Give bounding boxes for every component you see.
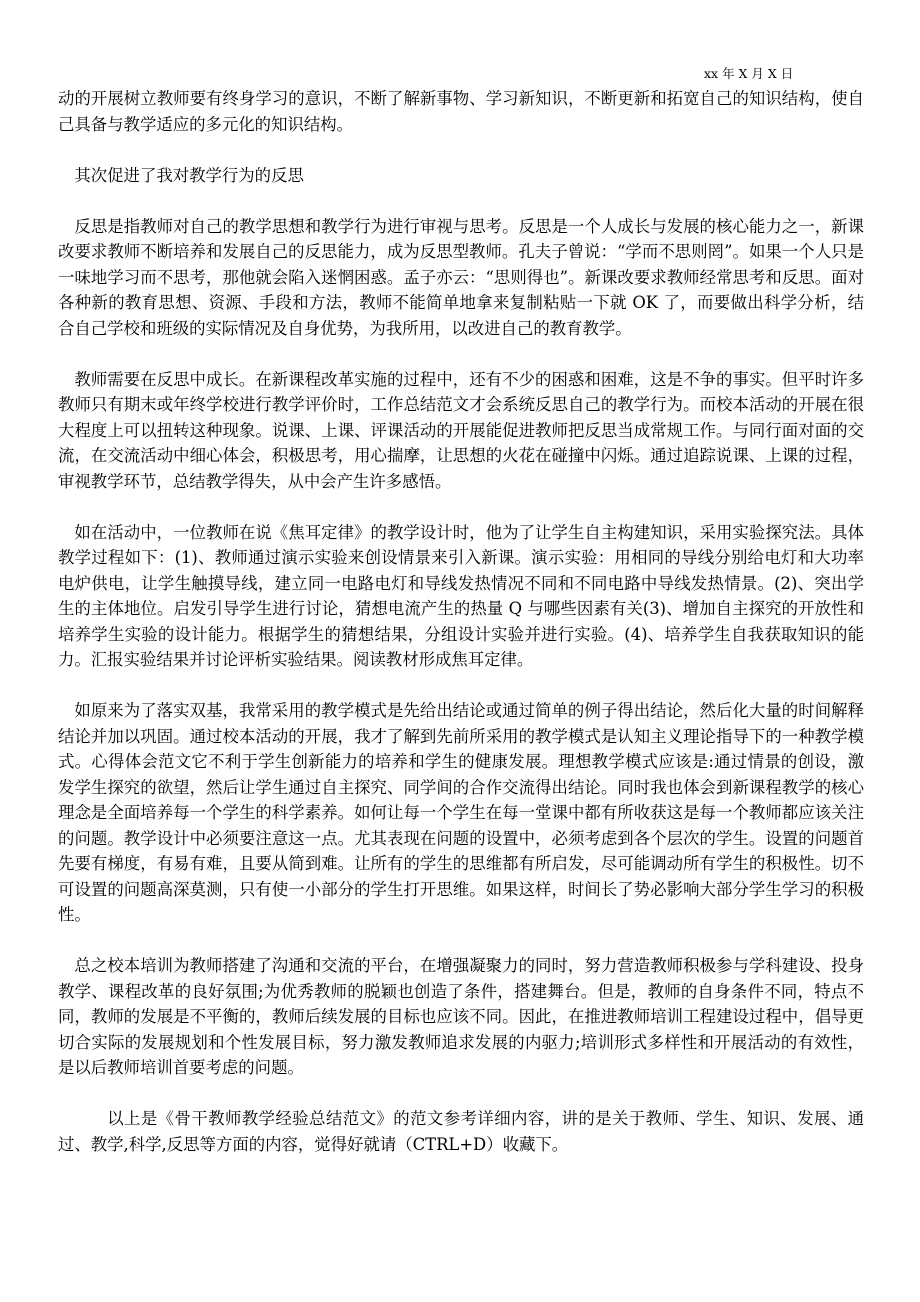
paragraph: 反思是指教师对自己的教学思想和教学行为进行审视与思考。反思是一个人成长与发展的核心能力之一，新课改要求教师不断培养和发展自己的反思能力，成为反思型教师。孔夫子曾说：“学而不思则罔”。如果一个人只是一味地学习而不思考，那他就会陷入迷惘困惑。孟子亦云：“思则得也”。新课改要求教师经常思考和反思。面对各种新的教育思想、资源、手段和方法，教师不能简单地拿来复制粘贴一下就 OK 了，而要做出科学分析，结合自己学校和班级的实际情况及自身优势，为我所用，以改进自己的教育教学。 xyxy=(58,216,864,338)
section-heading: 其次促进了我对教学行为的反思 xyxy=(74,165,304,185)
closing-paragraph: 以上是《骨干教师教学经验总结范文》的范文参考详细内容，讲的是关于教师、学生、知识、发展、通过、教学,科学,反思等方面的内容，觉得好就请（CTRL+D）收藏下。 xyxy=(58,1109,864,1154)
document-body xyxy=(58,86,864,1183)
paragraph-continuation: 动的开展树立教师要有终身学习的意识，不断了解新事物、学习新知识，不断更新和拓宽自己的知识结构，使自己具备与教学适应的多元化的知识结构。 xyxy=(58,89,864,134)
header-date: xx 年 X 月 X 日 xyxy=(704,66,794,81)
paragraph: 如原来为了落实双基，我常采用的教学模式是先给出结论或通过简单的例子得出结论，然后化大量的时间解释结论并加以巩固。通过校本活动的开展，我才了解到先前所采用的教学模式是认知主义理论指导下的一种教学模式。心得体会范文它不利于学生创新能力的培养和学生的健康发展。理想教学模式应该是:通过情景的创设，激发学生探究的欲望，然后让学生通过自主探究、同学间的合作交流得出结论。同时我也体会到新课程教学的核心理念是全面培养每一个学生的科学素养。如何让每一个学生在每一堂课中都有所收获这是每一个教师都应该关注的问题。教学设计中必须要注意这一点。尤其表现在问题的设置中，必须考虑到各个层次的学生。设置的问题首先要有梯度，有易有难，且要从简到难。让所有的学生的思维都有所启发，尽可能调动所有学生的积极性。切不可设置的问题高深莫测，只有使一小部分的学生打开思维。如果这样，时间长了势必影响大部分学生学习的积极性。 xyxy=(58,701,864,924)
paragraph: 总之校本培训为教师搭建了沟通和交流的平台，在增强凝聚力的同时，努力营造教师积极参与学科建设、投身教学、课程改革的良好氛围;为优秀教师的脱颖也创造了条件，搭建舞台。但是，教师的自身条件不同，特点不同，教师的发展是不平衡的，教师后续发展的目标也应该不同。因此，在推进教师培训工程建设过程中，倡导更切合实际的发展规划和个性发展目标，努力激发教师追求发展的内驱力;培训形式多样性和开展活动的有效性，是以后教师培训首要考虑的问题。 xyxy=(58,956,864,1077)
paragraph: 教师需要在反思中成长。在新课程改革实施的过程中，还有不少的困惑和困难，这是不争的事实。但平时许多教师只有期末或年终学校进行教学评价时，工作总结范文才会系统反思自己的教学行为。而校本活动的开展在很大程度上可以扭转这种现象。说课、上课、评课活动的开展能促进教师把反思当成常规工作。与同行面对面的交流，在交流活动中细心体会，积极思考，用心揣摩，让思想的火花在碰撞中闪烁。通过追踪说课、上课的过程，审视教学环节，总结教学得失，从中会产生许多感悟。 xyxy=(58,369,864,491)
paragraph: 如在活动中，一位教师在说《焦耳定律》的教学设计时，他为了让学生自主构建知识，采用实验探究法。具体教学过程如下：(1)、教师通过演示实验来创设情景来引入新课。演示实验：用相同的导线分别给电灯和大功率电炉供电，让学生触摸导线，建立同一电路电灯和导线发热情况不同和不同电路中导线发热情景。(2)、突出学生的主体地位。启发引导学生进行讨论，猜想电流产生的热量 Q 与哪些因素有关(3)、增加自主探究的开放性和培养学生实验的设计能力。根据学生的猜想结果，分组设计实验并进行实验。(4)、培养学生自我获取知识的能力。汇报实验结果并讨论评析实验结果。阅读教材形成焦耳定律。 xyxy=(58,522,864,669)
